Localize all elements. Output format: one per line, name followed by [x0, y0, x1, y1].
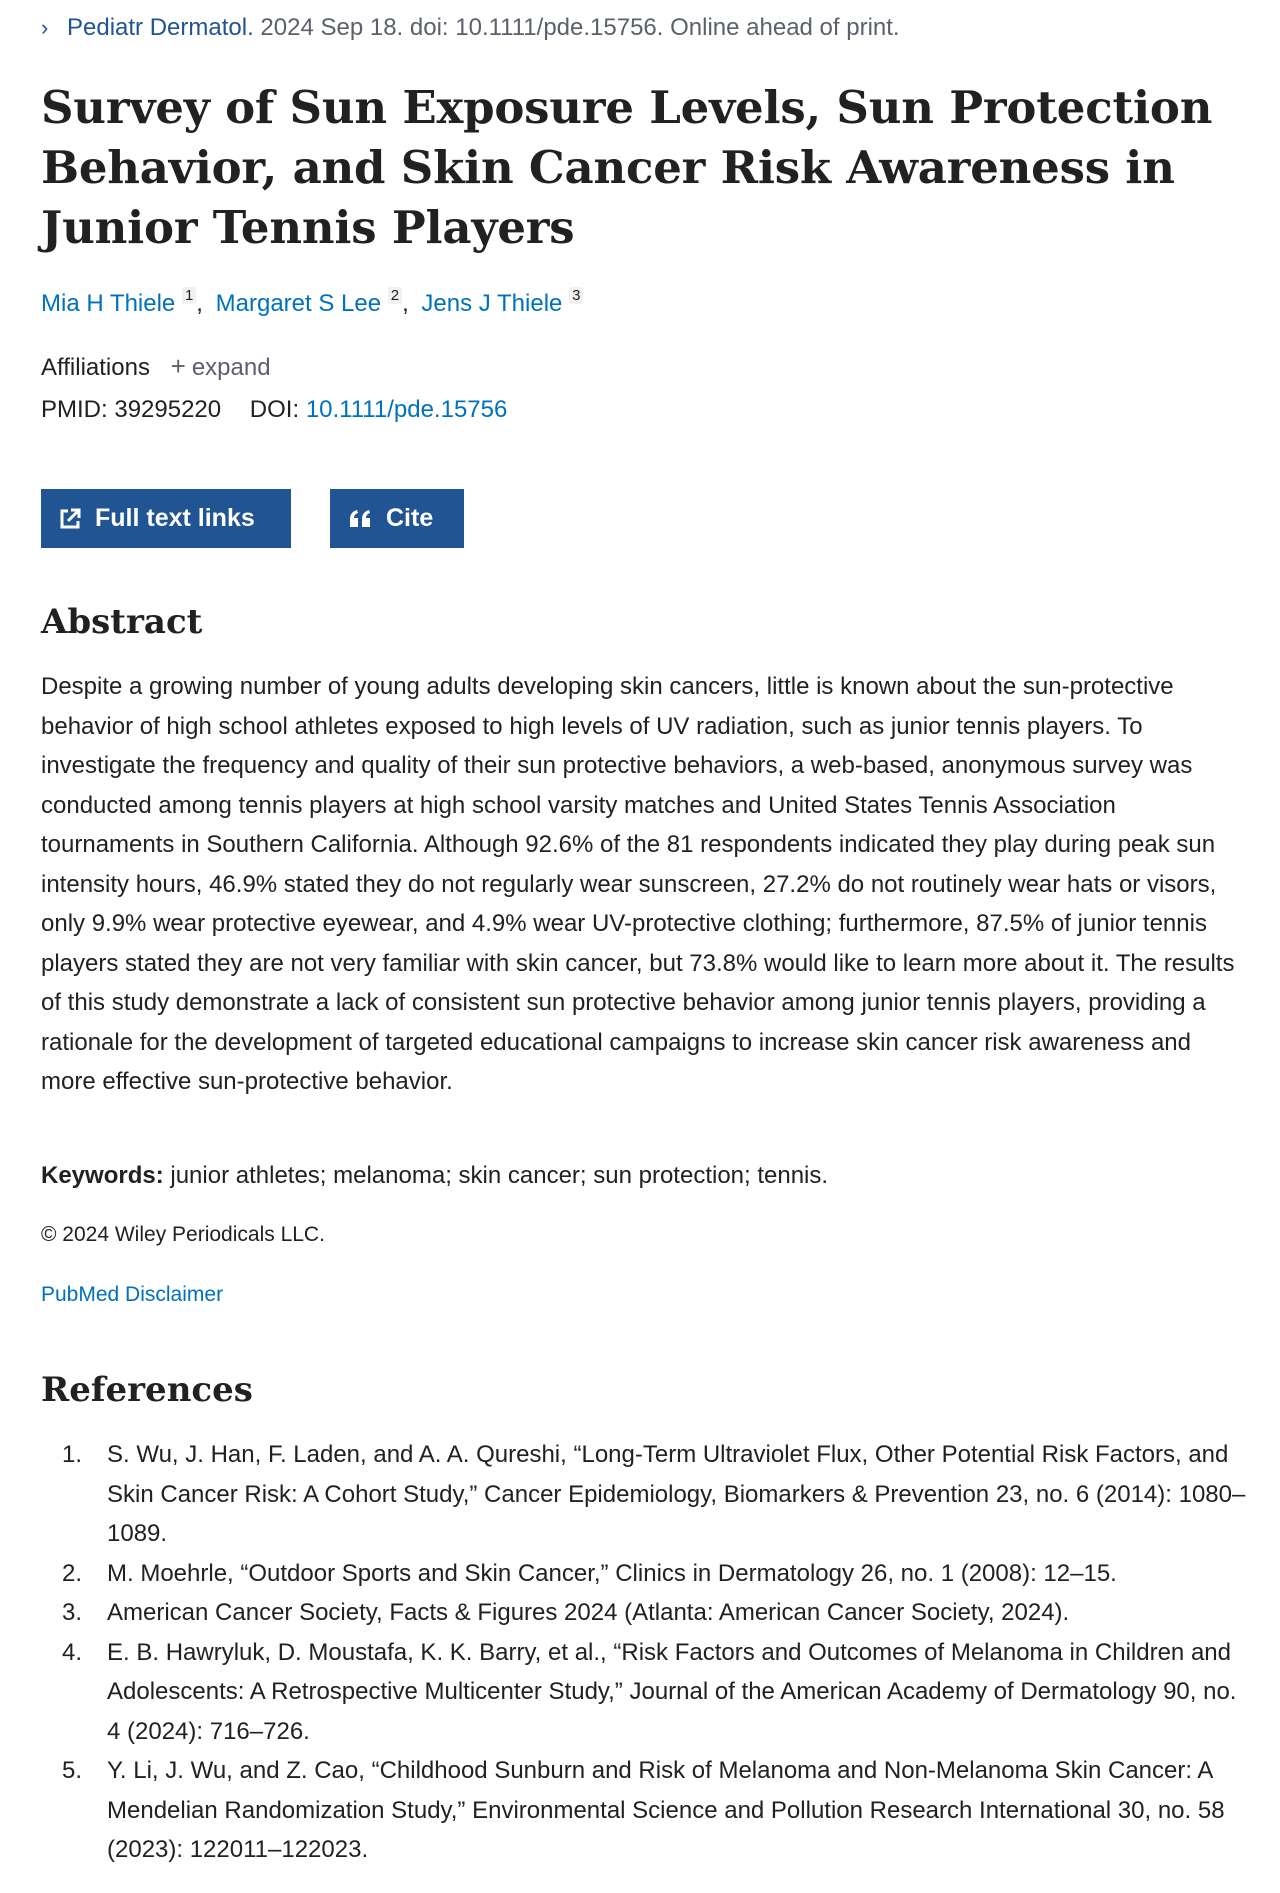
references-list	[41, 1435, 1246, 1870]
reference-text: Y. Li, J. Wu, and Z. Cao, “Childhood Sunburn and Risk of Melanoma and Non-Melanoma Skin Cancer: A Mendelian Randomization Study,” Environmental Science and Pollution Research International 30, no. 58 (2023): 122011–122023.	[107, 1757, 1225, 1863]
reference-text: American Cancer Society, Facts & Figures 2024 (Atlanta: American Cancer Society, 2024).	[107, 1599, 1070, 1626]
pmid-label: PMID:	[41, 396, 108, 423]
abstract-text: Despite a growing number of young adults developing skin cancers, little is known about the sun-protective behavior of high school athletes exposed to high levels of UV radiation, such as junior tennis players. To investigate the frequency and quality of their sun protective behaviors, a web-based, anonymous survey was conducted among tennis players at high school varsity matches and United States Tennis Association tournaments in Southern California. Although 92.6% of the 81 respondents indicated they play during peak sun intensity hours, 46.9% stated they do not regularly wear sunscreen, 27.2% do not routinely wear hats or visors, only 9.9% wear protective eyewear, and 4.9% wear UV-protective clothing; furthermore, 87.5% of junior tennis players stated they are not very familiar with skin cancer, but 73.8% would like to learn more about it. The results of this study demonstrate a lack of consistent sun protective behavior among junior tennis players, providing a rationale for the development of targeted educational campaigns to increase skin cancer risk awareness and more effective sun-protective behavior.	[41, 673, 1235, 1095]
reference-item	[41, 1751, 1246, 1870]
author-affiliation-ref[interactable]: 1	[182, 287, 196, 304]
abstract-heading: Abstract	[41, 602, 203, 642]
pubmed-disclaimer-link[interactable]: PubMed Disclaimer	[41, 1283, 224, 1306]
author-list	[41, 289, 583, 318]
journal-citation	[41, 14, 900, 42]
copyright: © 2024 Wiley Periodicals LLC.	[41, 1223, 325, 1246]
affiliations-row	[41, 351, 271, 382]
reference-item	[41, 1633, 1246, 1752]
chevron-right-icon[interactable]: ›	[41, 15, 49, 40]
reference-number: 1.	[62, 1441, 83, 1468]
full-text-links-button[interactable]	[41, 489, 291, 548]
affiliations-label: Affiliations	[41, 354, 150, 381]
reference-item	[41, 1435, 1246, 1554]
keywords-list: junior athletes; melanoma; skin cancer; sun protection; tennis.	[170, 1162, 829, 1189]
references-heading: References	[41, 1370, 253, 1410]
reference-number: 5.	[62, 1757, 83, 1784]
article-title: Survey of Sun Exposure Levels, Sun Protection Behavior, and Skin Cancer Risk Awareness in Junior Tennis Players	[41, 81, 1213, 254]
external-link-icon	[59, 508, 81, 530]
author-affiliation-ref[interactable]: 3	[569, 287, 583, 304]
author-link[interactable]: Mia H Thiele	[41, 290, 176, 317]
author-separator: ,	[402, 290, 409, 317]
quote-icon	[348, 509, 372, 529]
expand-affiliations-button[interactable]	[170, 351, 271, 381]
citation-details: 2024 Sep 18. doi: 10.1111/pde.15756. Online ahead of print.	[260, 14, 900, 41]
reference-item	[41, 1593, 1246, 1633]
author-separator: ,	[196, 290, 203, 317]
cite-button[interactable]	[330, 489, 464, 548]
expand-label: expand	[191, 354, 271, 381]
reference-number: 2.	[62, 1559, 83, 1587]
keywords-label: Keywords:	[41, 1162, 164, 1189]
author-affiliation-ref[interactable]: 2	[388, 287, 402, 304]
keywords-row	[41, 1162, 828, 1190]
full-text-links-label: Full text links	[95, 504, 255, 532]
reference-number: 3.	[62, 1599, 83, 1626]
reference-number: 4.	[62, 1638, 83, 1666]
reference-text: E. B. Hawryluk, D. Moustafa, K. K. Barry, et al., “Risk Factors and Outcomes of Melanoma in Children and Adolescents: A Retrospective Multicenter Study,” Journal of the American Academy of Dermatology 90, no. 4 (2024): 716–726.	[107, 1638, 1237, 1745]
cite-label: Cite	[386, 504, 434, 532]
pmid-value: 39295220	[114, 396, 222, 423]
reference-text: S. Wu, J. Han, F. Laden, and A. A. Qureshi, “Long-Term Ultraviolet Flux, Other Potential Risk Factors, and Skin Cancer Risk: A Cohort Study,” Cancer Epidemiology, Biomarkers & Prevention 23, no. 6 (2014): 1080–1089.	[107, 1441, 1246, 1547]
journal-name-link[interactable]: Pediatr Dermatol.	[67, 14, 254, 41]
identifiers-row	[41, 396, 507, 424]
author-link[interactable]: Jens J Thiele	[421, 290, 563, 317]
reference-item	[41, 1554, 1246, 1594]
reference-text: M. Moehrle, “Outdoor Sports and Skin Cancer,” Clinics in Dermatology 26, no. 1 (2008): 12–15.	[107, 1559, 1117, 1587]
author-link[interactable]: Margaret S Lee	[215, 290, 382, 317]
plus-icon: +	[170, 351, 186, 381]
doi-label: DOI:	[249, 396, 300, 423]
doi-link[interactable]: 10.1111/pde.15756	[305, 396, 508, 423]
